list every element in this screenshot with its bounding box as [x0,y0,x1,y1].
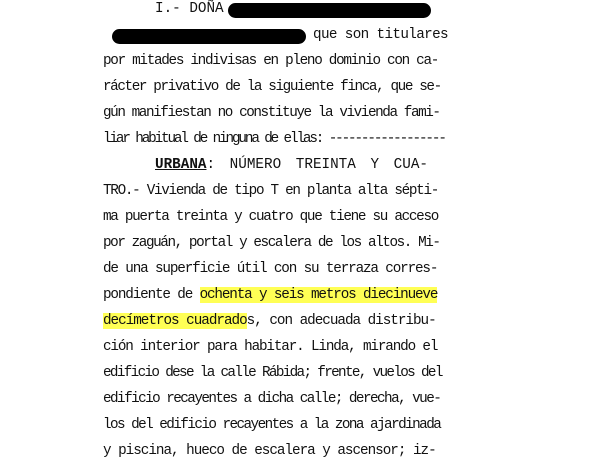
highlighted-area-1: ochenta y seis metros diecinueve [199,287,438,303]
line-16-text: edificio recayentes a dicha calle; derecha, vue- [103,391,441,407]
line-3 [103,51,439,71]
line-3-text: por mitades indivisas en pleno dominio con ca- [103,53,439,69]
highlighted-area-2: decímetros cuadrado [103,313,247,329]
line-4-text: rácter privativo de la siguiente finca, que se- [103,79,441,95]
line-11-text: de una superficie útil con su terraza corres- [103,261,438,277]
line-9-text: ma puerta treinta y cuatro que tiene su acceso [103,209,439,225]
line-11 [103,259,438,279]
line-7-text: : NÚMERO TREINTA Y CUA- [206,157,428,173]
line-14 [103,337,438,357]
line-5 [103,103,440,123]
line-13 [103,311,436,331]
line-8-text: TRO.- Vivienda de tipo T en planta alta sépti- [103,183,439,199]
line-2-text: que son titulares [313,27,448,43]
line-17 [103,415,441,435]
line-14-text: ción interior para habitar. Linda, mirando el [103,339,438,355]
line-13-text: s, con adecuada distribu- [246,313,436,329]
line-15 [103,363,442,383]
line-12-text: pondiente de [103,287,200,303]
redacted-name-2 [112,29,306,44]
line-16 [103,389,441,409]
line-9 [103,207,439,227]
line-18 [103,441,436,461]
line-7 [155,155,428,175]
line-6 [103,129,445,149]
line-15-text: edificio dese la calle Rábida; frente, vuelos del [103,365,442,381]
line-2 [313,25,448,45]
line-8 [103,181,439,201]
urbana-heading: URBANA [155,157,207,173]
line-18-text: y piscina, hueco de escalera y ascensor; iz- [103,443,436,459]
line-12 [103,285,438,305]
line-17-text: los del edificio recayentes a la zona ajardinada [103,417,441,433]
line-5-text: gún manifiestan no constituye la vivienda fami- [103,105,440,121]
redacted-name-1 [228,3,431,18]
line-10-text: por zaguán, portal y escalera de los altos. Mi- [103,235,440,251]
line-4 [103,77,441,97]
line-1-text: I.- DOÑA [155,1,224,17]
line-6-text: liar habitual de ninguna de ellas: ------------------ [103,131,445,147]
line-10 [103,233,440,253]
